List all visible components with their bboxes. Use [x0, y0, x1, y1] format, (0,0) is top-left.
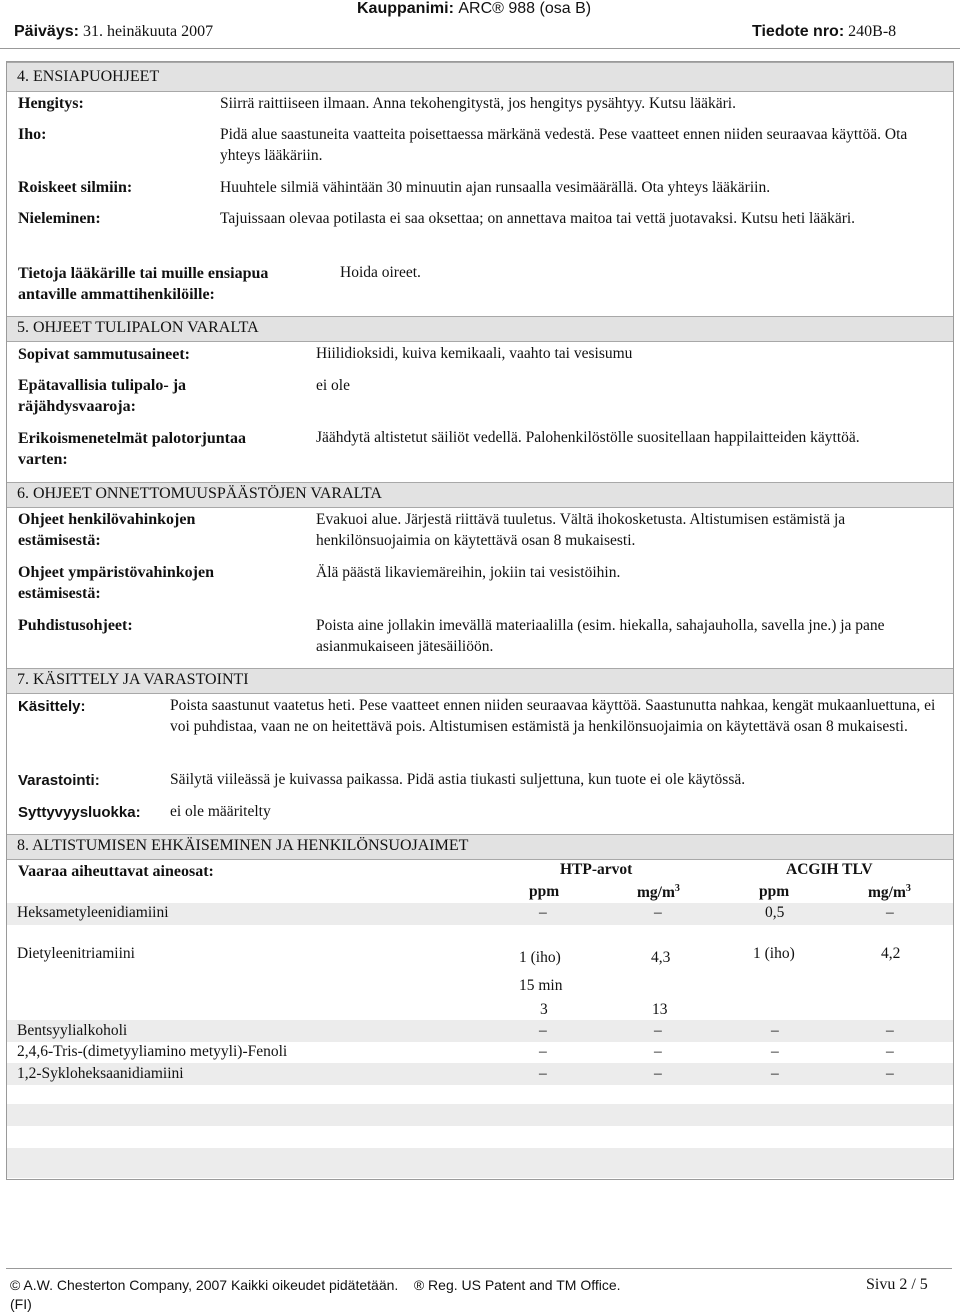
handling-label: Käsittely:	[18, 698, 86, 715]
table-row-bg	[7, 1148, 953, 1178]
section-7-title: 7. KÄSITTELY JA VARASTOINTI	[17, 671, 249, 688]
acgih-mgm3-header: $mg/m^3$	[868, 883, 911, 902]
date-value: 31. heinäkuuta 2007	[82, 23, 214, 40]
table-cell: –	[886, 1022, 894, 1039]
trade-name-label: Kauppanimi:	[357, 0, 454, 17]
eyes-text: Huuhtele silmiä vähintään 30 minuutin ajan runsaalla vesimäärällä. Ota yhteys lääkäriin.	[220, 179, 771, 196]
section-6-title: 6. OHJEET ONNETTOMUUSPÄÄSTÖJEN VARALTA	[17, 485, 382, 502]
table-cell: –	[886, 904, 894, 921]
breathing-text: Siirrä raittiiseen ilmaan. Anna tekohengitystä, jos hengitys pysähtyy. Kutsu lääkäri.	[220, 95, 736, 112]
table-cell: –	[539, 904, 547, 921]
flammability-label: Syttyvyysluokka:	[18, 804, 141, 821]
storage-label: Varastointi:	[18, 772, 100, 789]
table-row-name: 2,4,6-Tris-(dimetyyliamino metyyli)-Fenoli	[17, 1043, 288, 1060]
cleanup-label: Puhdistusohjeet:	[18, 617, 133, 634]
table-row-name: Bentsyylialkoholi	[17, 1022, 128, 1039]
table-cell: –	[654, 904, 662, 921]
htp-ppm-header: ppm	[529, 883, 560, 900]
table-cell: 1 (iho)	[519, 949, 561, 966]
environmental-precautions-label: Ohjeet ympäristövahinkojen estämisestä:	[18, 564, 214, 602]
table-cell: 0,5	[765, 904, 785, 921]
table-cell: 15 min	[519, 977, 563, 994]
document-date	[14, 23, 213, 41]
environmental-precautions-text: Älä päästä likaviemäreihin, jokiin tai vesistöihin.	[316, 564, 621, 581]
flammability-text: ei ole määritelty	[170, 803, 271, 820]
table-cell: 4,2	[881, 945, 901, 962]
extinguishing-media-text: Hiilidioksidi, kuiva kemikaali, vaahto tai vesisumu	[316, 345, 633, 362]
skin-text: Pidä alue saastuneita vaatteita poisettaessa märkänä vedestä. Pese vaatteet ennen niiden seuraavaa käyttöä. Ota yhteys lääkäriin.	[220, 126, 908, 164]
section-5-title: 5. OHJEET TULIPALON VARALTA	[17, 319, 259, 336]
eyes-label: Roiskeet silmiin:	[18, 179, 133, 196]
fire-hazards-label: Epätavallisia tulipalo- ja räjähdysvaaroja:	[18, 377, 187, 415]
storage-text: Säilytä viileässä je kuivassa paikassa. Pidä astia tiukasti suljettuna, kun tuote ei ole käytössä.	[170, 771, 746, 788]
table-cell: 3	[540, 1001, 548, 1018]
table-cell: 4,3	[651, 949, 671, 966]
page-number: Sivu 2 / 5	[866, 1276, 928, 1293]
personal-precautions-label: Ohjeet henkilövahinkojen estämisestä:	[18, 511, 196, 549]
acgih-ppm-header: ppm	[759, 883, 790, 900]
table-cell: –	[539, 1043, 547, 1060]
section-8-title: 8. ALTISTUMISEN EHKÄISEMINEN JA HENKILÖNSUOJAIMET	[17, 837, 469, 854]
firefighting-methods-text: Jäähdytä altistetut säiliöt vedellä. Palohenkilöstölle suositellaan happilaitteiden käyttöä.	[316, 429, 860, 446]
table-cell: 13	[652, 1001, 668, 1018]
table-row-name: Heksametyleenidiamiini	[17, 904, 169, 921]
footer-copyright	[10, 1277, 621, 1293]
table-cell: 1 (iho)	[753, 945, 795, 962]
ingestion-text: Tajuissaan olevaa potilasta ei saa oksettaa; on annettava maitoa tai vettä juotavaksi. Kutsu heti lääkäri.	[220, 210, 856, 227]
extinguishing-media-label: Sopivat sammutusaineet:	[18, 346, 191, 363]
table-row-bg	[7, 1104, 953, 1126]
personal-precautions-text: Evakuoi alue. Järjestä riittävä tuuletus. Vältä ihokosketusta. Altistumisen estämistä ja henkilönsuojaimia on käytettävä osan 8 mukaisesti.	[316, 511, 846, 549]
cleanup-text: Poista aine jollakin imevällä materiaalilla (esim. hiekalla, sahajauholla, savella jne.) ja pane asianmukaiseen jätesäiliöön.	[316, 617, 885, 655]
date-label: Päiväys:	[14, 23, 79, 40]
bulletin-value: 240B-8	[848, 23, 897, 40]
header-divider	[0, 48, 960, 49]
htp-header: HTP-arvot	[560, 861, 633, 878]
physician-info-text: Hoida oireet.	[340, 264, 421, 281]
table-cell: –	[771, 1065, 779, 1082]
hazardous-ingredients-label: Vaaraa aiheuttavat aineosat:	[18, 863, 214, 880]
breathing-label: Hengitys:	[18, 95, 84, 112]
table-cell: –	[654, 1043, 662, 1060]
trade-name	[357, 0, 591, 18]
firefighting-methods-label: Erikoismenetelmät palotorjuntaa varten:	[18, 430, 246, 468]
table-cell: –	[654, 1065, 662, 1082]
htp-mgm3-header: $mg/m^3$	[637, 883, 680, 902]
table-row-name: Dietyleenitriamiini	[17, 945, 135, 962]
table-cell: –	[539, 1022, 547, 1039]
table-cell: –	[886, 1043, 894, 1060]
bulletin-label: Tiedote nro:	[752, 23, 845, 40]
handling-text: Poista saastunut vaatetus heti. Pese vaatteet ennen niiden seuraavaa käyttöä. Saastunutta nahkaa, kengät mukaanluettuna, ei voi puhdistaa, vaan ne on heitettävä pois. Altistumisen estämistä ja henkilönsuojaimia on käytettävä osan 8 mukaisesti.	[170, 697, 936, 735]
ingestion-label: Nieleminen:	[18, 210, 101, 227]
table-row-bg	[7, 1020, 953, 1042]
table-cell: –	[886, 1065, 894, 1082]
physician-info-label: Tietoja lääkärille tai muille ensiapua antaville ammattihenkilöille:	[18, 265, 269, 303]
table-cell: –	[771, 1022, 779, 1039]
acgih-header: ACGIH TLV	[786, 861, 873, 878]
fire-hazards-text: ei ole	[316, 377, 350, 394]
language-code: (FI)	[10, 1296, 32, 1312]
footer-divider	[6, 1268, 952, 1269]
trade-name-value: ARC® 988 (osa B)	[458, 0, 592, 17]
bulletin-number	[752, 23, 896, 41]
skin-label: Iho:	[18, 126, 47, 143]
table-cell: –	[771, 1043, 779, 1060]
table-row-name: 1,2-Sykloheksaanidiamiini	[17, 1065, 184, 1082]
section-4-title: 4. ENSIAPUOHJEET	[17, 68, 160, 85]
table-cell: –	[539, 1065, 547, 1082]
copyright-text: © A.W. Chesterton Company, 2007 Kaikki oikeudet pidätetään.	[10, 1277, 399, 1293]
registered-text: ® Reg. US Patent and TM Office.	[413, 1277, 621, 1293]
table-cell: –	[654, 1022, 662, 1039]
